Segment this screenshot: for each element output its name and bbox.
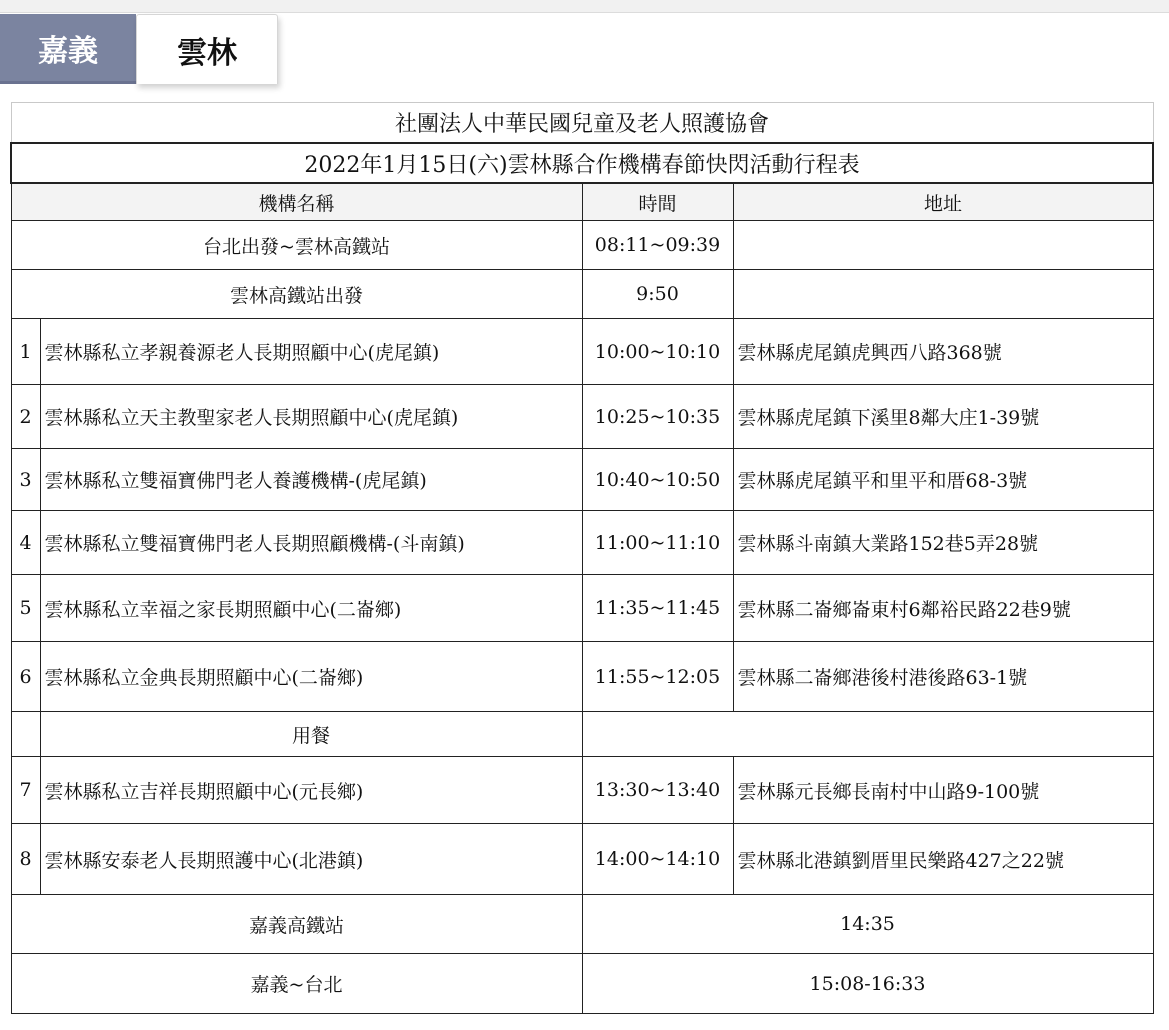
schedule-title: 2022年1月15日(六)雲林縣合作機構春節快閃活動行程表 bbox=[11, 143, 1153, 183]
row-name: 雲林縣私立天主教聖家老人長期照顧中心(虎尾鎮) bbox=[40, 385, 582, 449]
row-time: 11:55~12:05 bbox=[582, 642, 733, 712]
row-name: 雲林高鐵站出發 bbox=[11, 270, 582, 319]
schedule-title-row bbox=[11, 143, 1153, 183]
row-time: 08:11~09:39 bbox=[582, 221, 733, 270]
stop-row bbox=[11, 757, 1153, 824]
header-address: 地址 bbox=[733, 183, 1153, 221]
row-address bbox=[733, 221, 1153, 270]
stop-row bbox=[11, 824, 1153, 895]
meal-blank bbox=[582, 712, 1153, 757]
row-name: 雲林縣私立吉祥長期照顧中心(元長鄉) bbox=[40, 757, 582, 824]
stop-row bbox=[11, 319, 1153, 385]
row-time: 10:25~10:35 bbox=[582, 385, 733, 449]
org-title: 社團法人中華民國兒童及老人照護協會 bbox=[11, 103, 1153, 144]
row-time: 11:35~11:45 bbox=[582, 575, 733, 642]
schedule-table bbox=[10, 102, 1154, 1014]
row-address: 雲林縣二崙鄉崙東村6鄰裕民路22巷9號 bbox=[733, 575, 1153, 642]
stop-row bbox=[11, 575, 1153, 642]
row-time: 15:08-16:33 bbox=[582, 954, 1153, 1014]
row-name: 台北出發~雲林高鐵站 bbox=[11, 221, 582, 270]
row-name: 雲林縣私立雙福寶佛門老人長期照顧機構-(斗南鎮) bbox=[40, 511, 582, 575]
row-number: 4 bbox=[11, 511, 40, 575]
row-number: 2 bbox=[11, 385, 40, 449]
row-time: 10:40~10:50 bbox=[582, 449, 733, 511]
departure-row bbox=[11, 270, 1153, 319]
row-time: 10:00~10:10 bbox=[582, 319, 733, 385]
row-time: 9:50 bbox=[582, 270, 733, 319]
header-name: 機構名稱 bbox=[11, 183, 582, 221]
row-name: 雲林縣私立幸福之家長期照顧中心(二崙鄉) bbox=[40, 575, 582, 642]
arrival-row bbox=[11, 954, 1153, 1014]
row-name: 雲林縣私立孝親養源老人長期照顧中心(虎尾鎮) bbox=[40, 319, 582, 385]
row-name: 嘉義~台北 bbox=[11, 954, 582, 1014]
stop-row bbox=[11, 449, 1153, 511]
row-name: 雲林縣私立金典長期照顧中心(二崙鄉) bbox=[40, 642, 582, 712]
row-address: 雲林縣斗南鎮大業路152巷5弄28號 bbox=[733, 511, 1153, 575]
row-time: 13:30~13:40 bbox=[582, 757, 733, 824]
tab-chiayi[interactable]: 嘉義 bbox=[0, 14, 136, 84]
row-time: 11:00~11:10 bbox=[582, 511, 733, 575]
row-address: 雲林縣虎尾鎮虎興西八路368號 bbox=[733, 319, 1153, 385]
row-number: 5 bbox=[11, 575, 40, 642]
row-number: 1 bbox=[11, 319, 40, 385]
row-address: 雲林縣北港鎮劉厝里民樂路427之22號 bbox=[733, 824, 1153, 895]
row-number: 6 bbox=[11, 642, 40, 712]
stop-row bbox=[11, 385, 1153, 449]
row-address: 雲林縣虎尾鎮下溪里8鄰大庄1-39號 bbox=[733, 385, 1153, 449]
row-address: 雲林縣二崙鄉港後村港後路63-1號 bbox=[733, 642, 1153, 712]
header-row bbox=[11, 183, 1153, 221]
row-number: 7 bbox=[11, 757, 40, 824]
meal-row bbox=[11, 712, 1153, 757]
row-name: 雲林縣私立雙福寶佛門老人養護機構-(虎尾鎮) bbox=[40, 449, 582, 511]
row-time: 14:00~14:10 bbox=[582, 824, 733, 895]
arrival-row bbox=[11, 895, 1153, 954]
row-name: 嘉義高鐵站 bbox=[11, 895, 582, 954]
row-number: 3 bbox=[11, 449, 40, 511]
row-time: 14:35 bbox=[582, 895, 1153, 954]
org-title-row bbox=[11, 103, 1153, 144]
row-address: 雲林縣元長鄉長南村中山路9-100號 bbox=[733, 757, 1153, 824]
browser-top-strip bbox=[0, 0, 1169, 13]
stop-row bbox=[11, 642, 1153, 712]
row-number bbox=[11, 712, 40, 757]
stop-row bbox=[11, 511, 1153, 575]
schedule-sheet bbox=[10, 102, 1152, 1014]
row-number: 8 bbox=[11, 824, 40, 895]
tab-yunlin[interactable]: 雲林 bbox=[136, 14, 278, 84]
meal-label: 用餐 bbox=[40, 712, 582, 757]
row-address bbox=[733, 270, 1153, 319]
departure-row bbox=[11, 221, 1153, 270]
row-name: 雲林縣安泰老人長期照護中心(北港鎮) bbox=[40, 824, 582, 895]
row-address: 雲林縣虎尾鎮平和里平和厝68-3號 bbox=[733, 449, 1153, 511]
header-time: 時間 bbox=[582, 183, 733, 221]
